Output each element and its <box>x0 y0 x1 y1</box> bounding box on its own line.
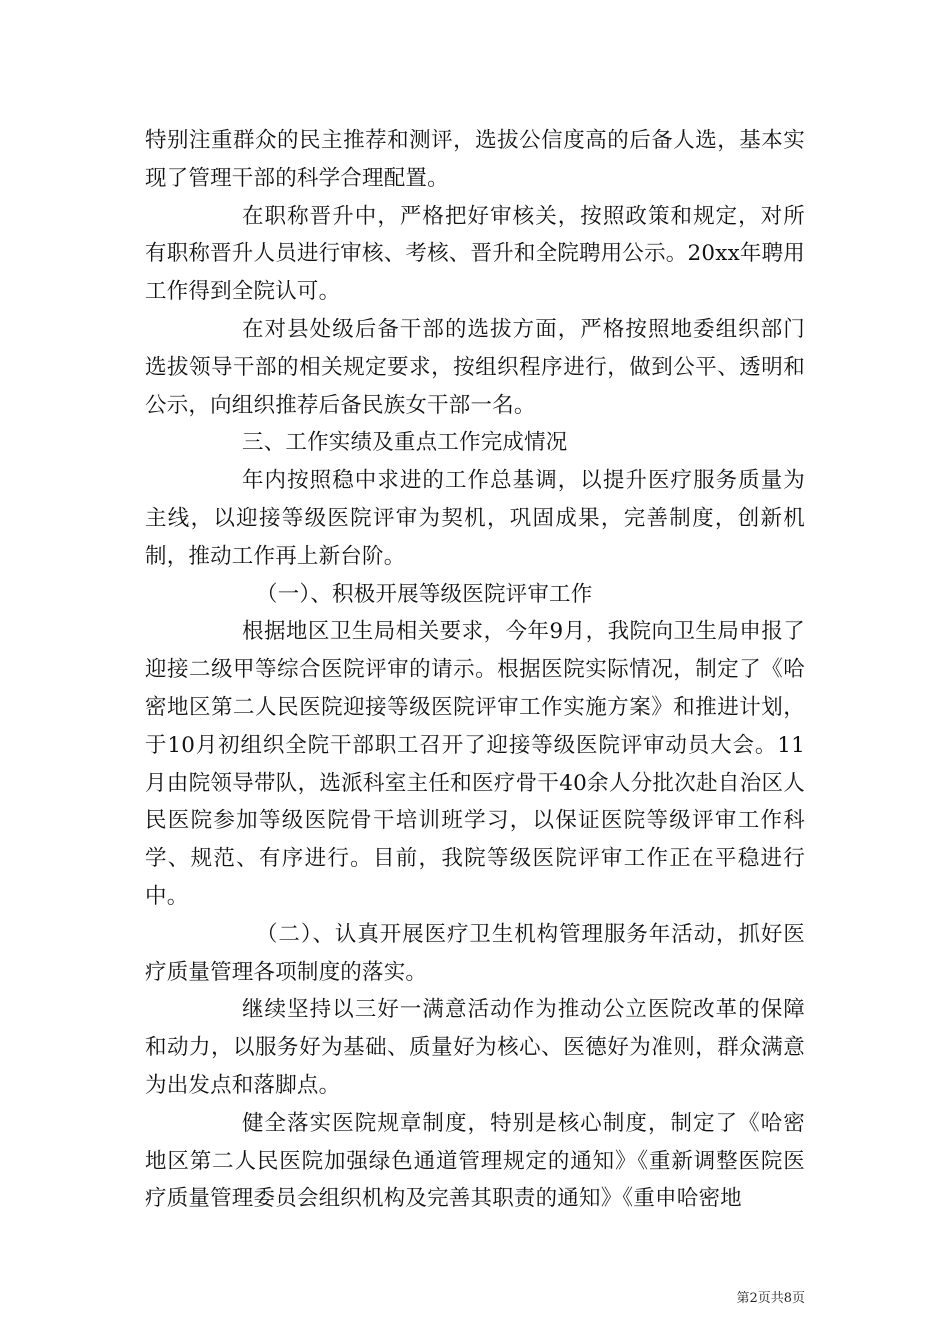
paragraph-title-promotion: 在职称晋升中，严格把好审核关，按照政策和规定，对所有职称晋升人员进行审核、考核、晋升和全院聘用公示。20xx年聘用工作得到全院认可。 <box>145 203 806 305</box>
page-number-footer: 第2页共8页 <box>736 1291 805 1306</box>
document-body <box>145 122 805 1218</box>
section-heading-achievements: 三、工作实绩及重点工作完成情况 <box>242 430 568 456</box>
paragraph-reserve-cadres: 在对县处级后备干部的选拔方面，严格按照地委组织部门选拔领导干部的相关规定要求，按组织程序进行，做到公平、透明和公示，向组织推荐后备民族女干部一名。 <box>145 316 805 418</box>
paragraph-cadre-selection: 特别注重群众的民主推荐和测评，选拔公信度高的后备人选，基本实现了管理干部的科学合理配置。 <box>145 128 805 191</box>
paragraph-three-good-one-satisfied: 继续坚持以三好一满意活动作为推动公立医院改革的保障和动力，以服务好为基础、质量好为核心、医德好为准则，群众满意为出发点和落脚点。 <box>145 997 805 1098</box>
paragraph-annual-goals: 年内按照稳中求进的工作总基调，以提升医疗服务质量为主线，以迎接等级医院评审为契机，巩固成果，完善制度，创新机制，推动工作再上新台阶。 <box>145 468 805 569</box>
paragraph-regulations: 健全落实医院规章制度，特别是核心制度，制定了《哈密地区第二人民医院加强绿色通道管理规定的通知》《重新调整医院医疗质量管理委员会组织机构及完善其职责的通知》《重申哈密地 <box>145 1110 805 1212</box>
subheading-hospital-review: （一）、积极开展等级医院评审工作 <box>256 581 593 607</box>
paragraph-hospital-review: 根据地区卫生局相关要求，今年9月，我院向卫生局申报了迎接二级甲等综合医院评审的请示。根据医院实际情况，制定了《哈密地区第二人民医院迎接等级医院评审工作实施方案》和推进计划，于10月初组织全院干部职工召开了迎接等级医院评审动员大会。11月由院领导带队，选派科室主任和医疗骨干40余人分批次赴自治区人民医院参加等级医院骨干培训班学习，以保证医院等级评审工作科学、规范、有序进行。目前，我院等级医院评审工作正在平稳进行中。 <box>145 619 805 909</box>
subheading-service-year: （二）、认真开展医疗卫生机构管理服务年活动，抓好医疗质量管理各项制度的落实。 <box>145 921 805 985</box>
